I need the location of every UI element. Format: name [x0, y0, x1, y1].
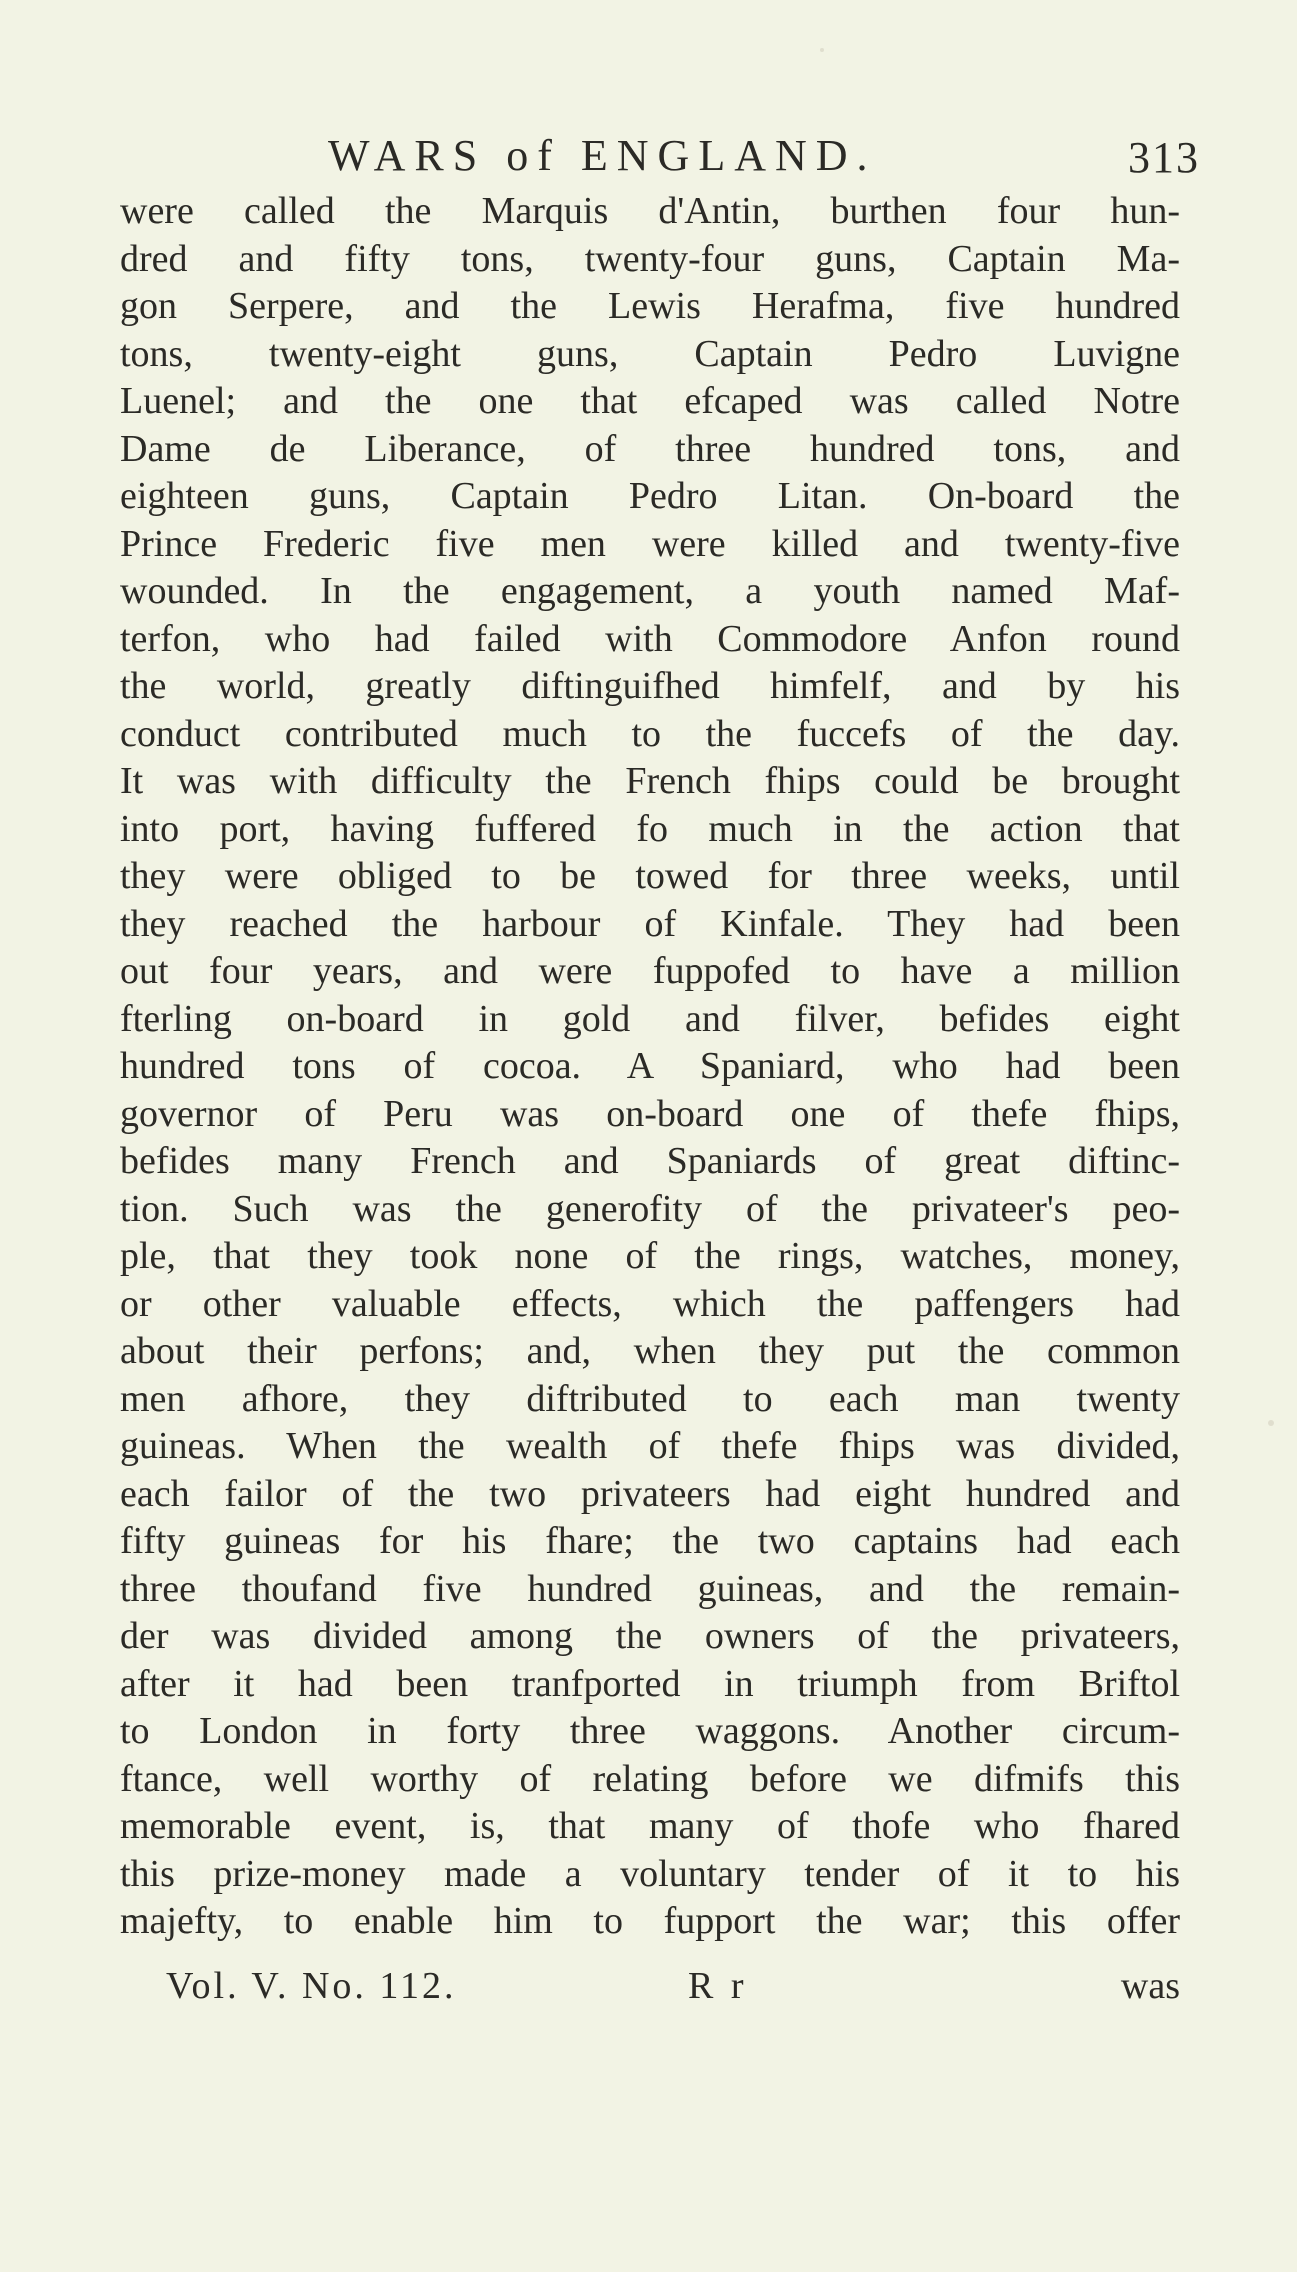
text-line: terfon, who had failed with Commodore Anfon round: [120, 617, 1180, 660]
text-line: memorable event, is, that many of thofe who fhared: [120, 1805, 1180, 1847]
text-line: out four years, and were fuppofed to have a million: [120, 950, 1180, 992]
text-line: after it had been tranfported in triumph from Briftol: [120, 1662, 1180, 1705]
text-line: about their perfons; and, when they put the common: [120, 1330, 1180, 1372]
text-line: each failor of the two privateers had eight hundred and: [120, 1472, 1180, 1515]
text-line: guineas. When the wealth of thefe fhips was divided,: [120, 1425, 1180, 1467]
text-line: eighteen guns, Captain Pedro Litan. On-board the: [120, 475, 1180, 517]
text-line: to London in forty three waggons. Another circum-: [120, 1710, 1180, 1752]
signature-mark: R r: [688, 1965, 748, 2007]
text-line: three thoufand five hundred guineas, and the remain-: [120, 1567, 1180, 1610]
body-text: [120, 188, 1180, 1946]
page-number: 313: [1128, 133, 1200, 182]
catchword: was: [1120, 1965, 1180, 2007]
text-line: or other valuable effects, which the paffengers had: [120, 1282, 1180, 1325]
text-line: ftance, well worthy of relating before we difmifs this: [120, 1757, 1180, 1800]
text-line: wounded. In the engagement, a youth named Maf-: [120, 570, 1180, 612]
text-line: ple, that they took none of the rings, watches, money,: [120, 1235, 1180, 1277]
text-line: they reached the harbour of Kinfale. They had been: [120, 902, 1180, 945]
paper-spot: [820, 48, 824, 52]
text-line: hundred tons of cocoa. A Spaniard, who had been: [120, 1045, 1180, 1087]
text-line: gon Serpere, and the Lewis Herafma, five hundred: [120, 285, 1180, 327]
text-line: tion. Such was the generofity of the privateer's peo-: [120, 1187, 1180, 1230]
text-line: tons, twenty-eight guns, Captain Pedro Luvigne: [120, 332, 1180, 375]
running-title: WARS of ENGLAND.: [328, 131, 877, 180]
paper-spot: [1268, 1420, 1274, 1426]
text-line: men afhore, they diftributed to each man twenty: [120, 1377, 1180, 1420]
text-line: they were obliged to be towed for three weeks, until: [120, 855, 1180, 897]
text-line: Luenel; and the one that efcaped was called Notre: [120, 380, 1180, 422]
text-line: It was with difficulty the French fhips could be brought: [120, 760, 1180, 802]
text-line: majefty, to enable him to fupport the war; this offer: [120, 1900, 1180, 1942]
text-line: the world, greatly diftinguifhed himfelf, and by his: [120, 665, 1180, 707]
text-line: fterling on-board in gold and filver, befides eight: [120, 997, 1180, 1040]
volume-signature: Vol. V. No. 112.: [166, 1965, 457, 2007]
text-line: dred and fifty tons, twenty-four guns, Captain Ma-: [120, 237, 1180, 280]
page-footer: [166, 1964, 1180, 2014]
text-line: Dame de Liberance, of three hundred tons, and: [120, 427, 1180, 470]
text-line: into port, having fuffered fo much in the action that: [120, 807, 1180, 850]
text-line: governor of Peru was on-board one of thefe fhips,: [120, 1092, 1180, 1135]
page-header: [120, 130, 1200, 190]
text-line: were called the Marquis d'Antin, burthen four hun-: [120, 190, 1180, 232]
text-line: conduct contributed much to the fuccefs of the day.: [120, 712, 1180, 755]
text-line: Prince Frederic five men were killed and twenty-five: [120, 522, 1180, 565]
text-line: this prize-money made a voluntary tender of it to his: [120, 1852, 1180, 1895]
text-line: der was divided among the owners of the privateers,: [120, 1615, 1180, 1657]
text-line: fifty guineas for his fhare; the two captains had each: [120, 1520, 1180, 1562]
text-line: befides many French and Spaniards of great diftinc-: [120, 1140, 1180, 1182]
